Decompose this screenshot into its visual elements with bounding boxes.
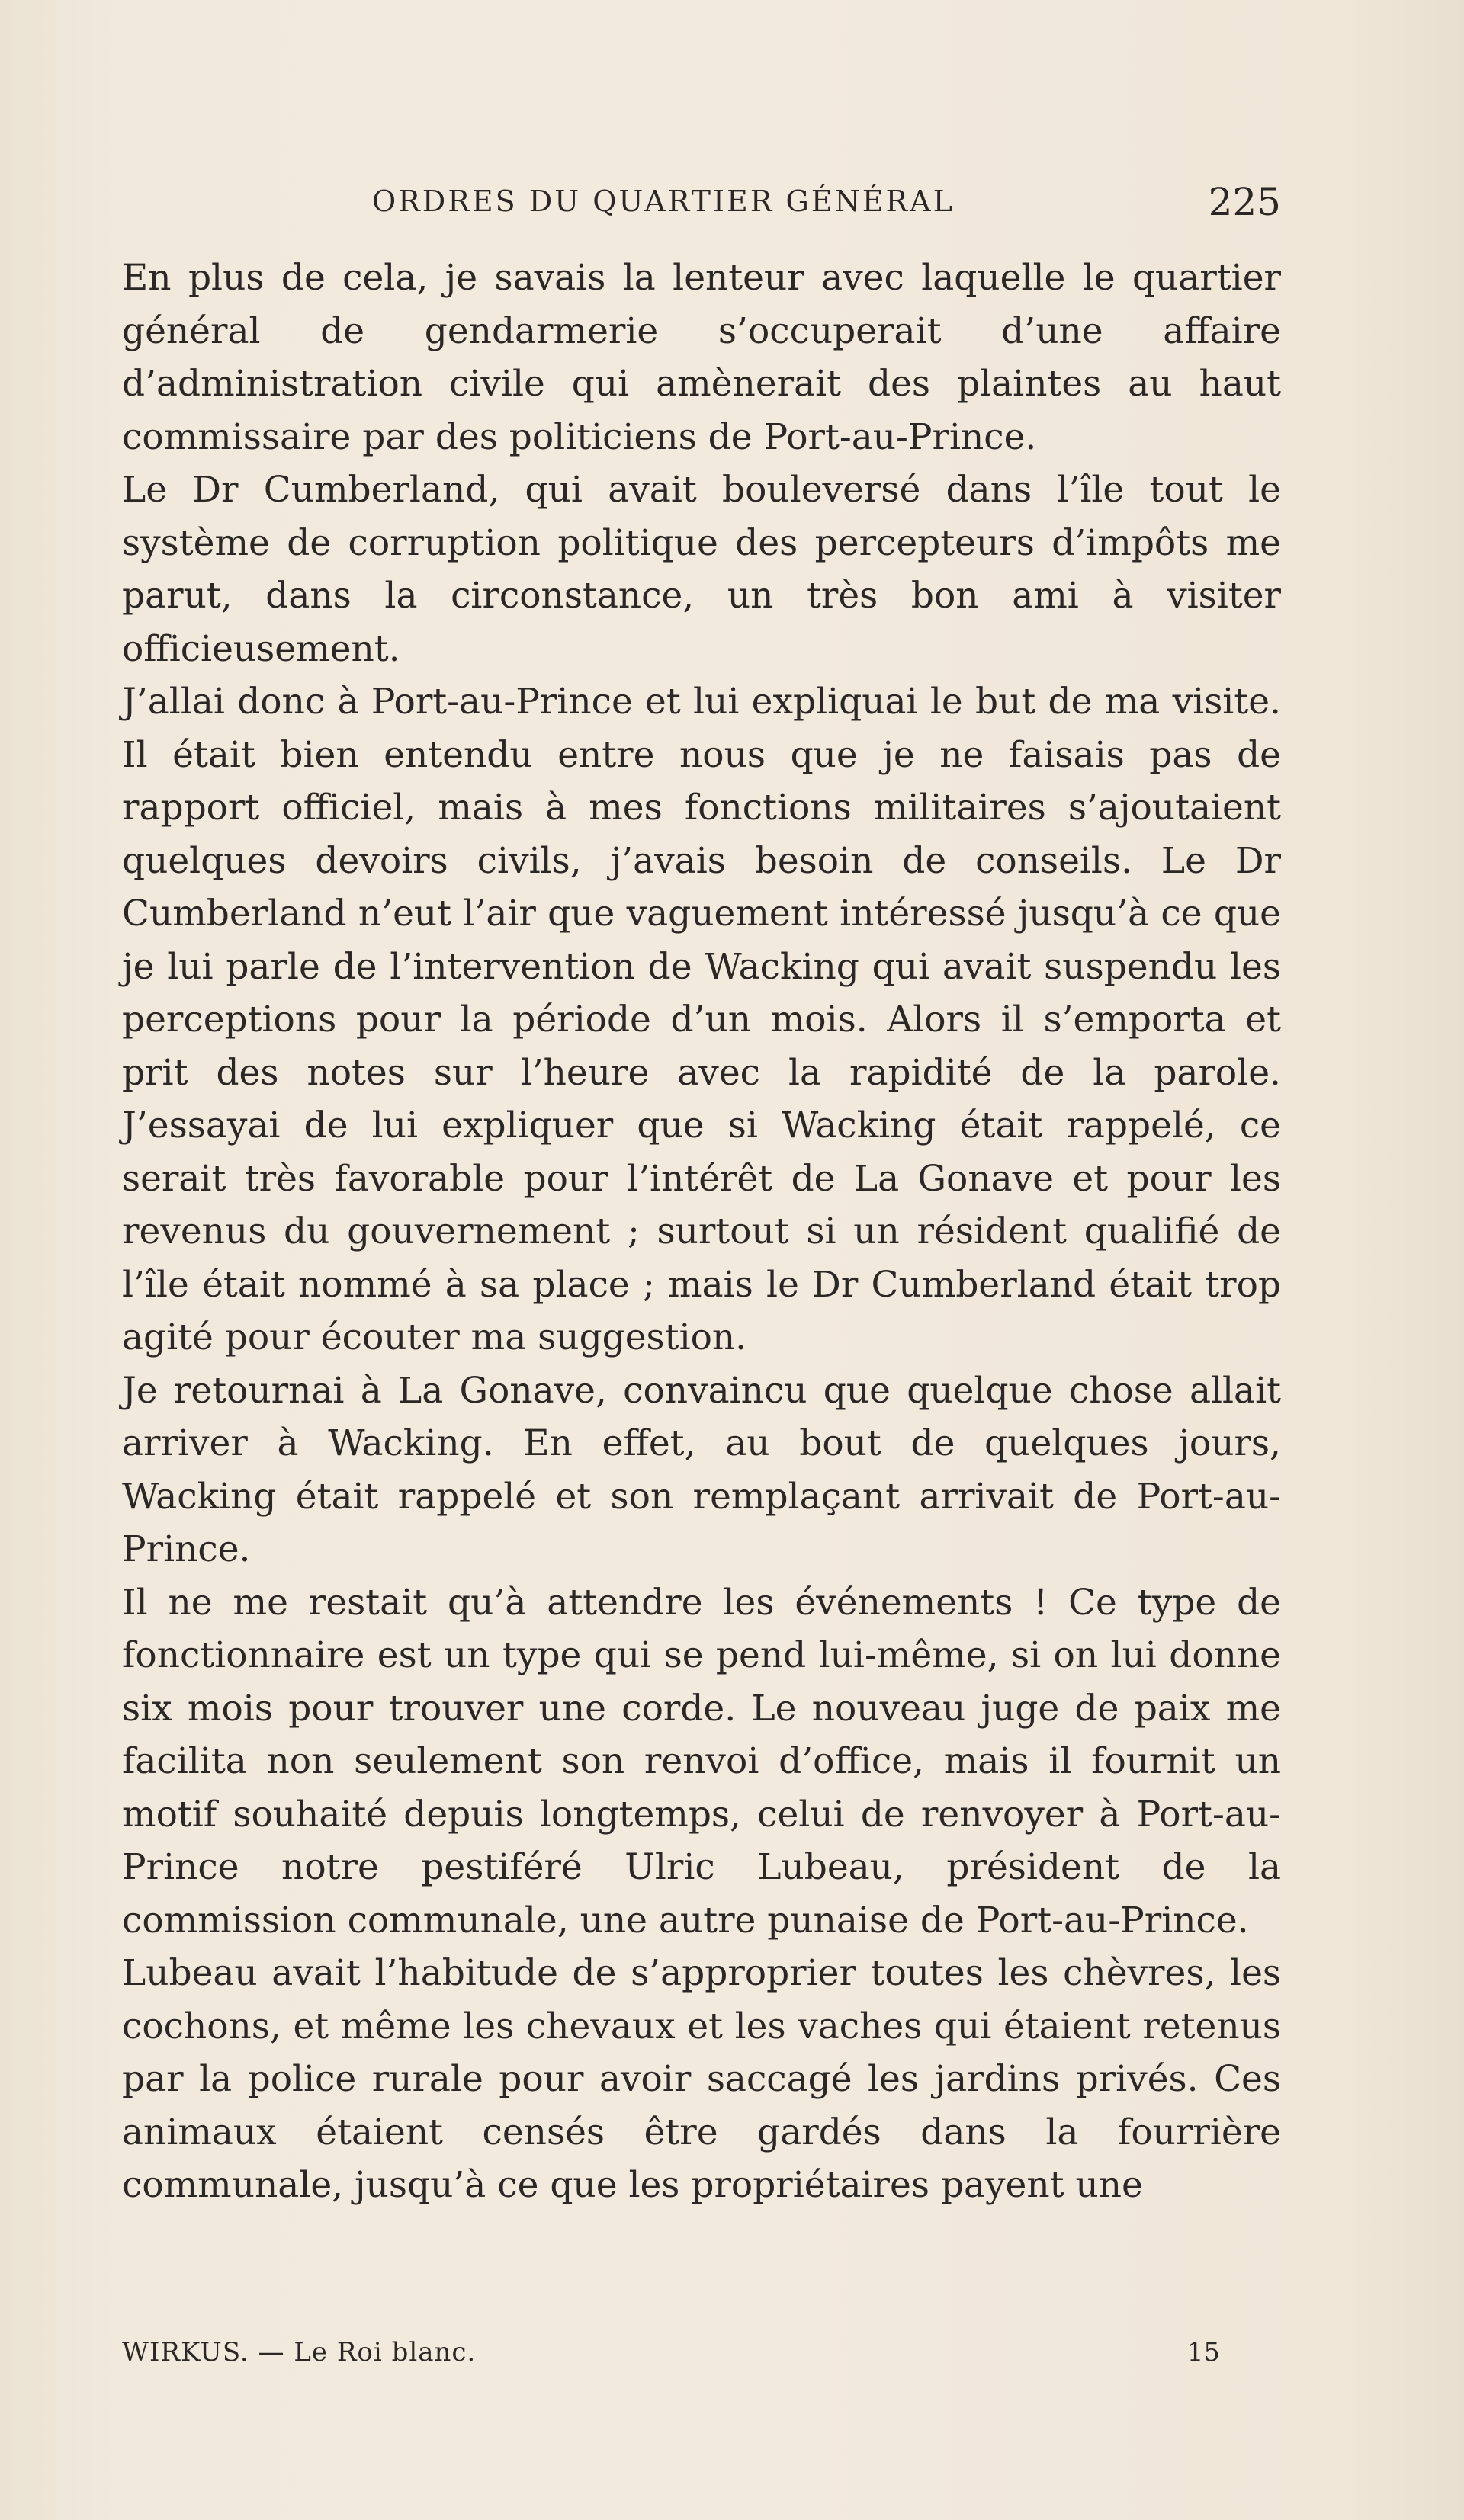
running-head (372, 180, 1281, 230)
footer-signature: WIRKUS. — Le Roi blanc. (122, 2337, 477, 2368)
paragraph: En plus de cela, je savais la lenteur avec laquelle le quartier général de gendarmerie s’occuperait d’une affaire d’administration civile qui amènerait des plaintes au haut commissaire par des politiciens de Port-au-Prince. (122, 257, 1281, 458)
body-text (122, 252, 1281, 2212)
paragraph: Lubeau avait l’habitude de s’approprier toutes les chèvres, les cochons, et même les chevaux et les vaches qui étaient retenus par la police rurale pour avoir saccagé les jardins privés. Ces animaux étaient censés être gardés dans la fourrière communale, jusqu’à ce que les propriétaires payent une (122, 1952, 1281, 2206)
running-head-title: ORDRES DU QUARTIER GÉNÉRAL (372, 184, 955, 218)
paragraph: Il ne me restait qu’à attendre les événements ! Ce type de fonctionnaire est un type qui se pend lui-même, si on lui donne six mois pour trouver une corde. Le nouveau juge de paix me facilita non seulement son renvoi d’office, mais il fournit un motif souhaité depuis longtemps, celui de renvoyer à Port-au-Prince notre pestiféré Ulric Lubeau, président de la commission communale, une autre punaise de Port-au-Prince. (122, 1581, 1281, 1941)
paragraph: Le Dr Cumberland, qui avait bouleversé dans l’île tout le système de corruption politique des percepteurs d’impôts me parut, dans la circonstance, un très bon ami à visiter officieusement. (122, 469, 1281, 670)
paragraph: Je retournai à La Gonave, convaincu que quelque chose allait arriver à Wacking. En effet, au bout de quelques jours, Wacking était rappelé et son remplaçant arrivait de Port-au-Prince. (122, 1369, 1281, 1570)
page-footer (122, 2337, 1220, 2375)
footer-sheet-number: 15 (1186, 2337, 1220, 2368)
page-number: 225 (1208, 180, 1281, 224)
paragraph: J’allai donc à Port-au-Prince et lui expliquai le but de ma visite. Il était bien entendu entre nous que je ne faisais pas de rapport officiel, mais à mes fonctions militaires s’ajoutaient quelques devoirs civils, j’avais besoin de conseils. Le Dr Cumberland n’eut l’air que vaguement intéressé jusqu’à ce que je lui parle de l’intervention de Wacking qui avait suspendu les perceptions pour la période d’un mois. Alors il s’emporta et prit des notes sur l’heure avec la rapidité de la parole. J’essayai de lui expliquer que si Wacking était rappelé, ce serait très favorable pour l’intérêt de La Gonave et pour les revenus du gouvernement ; surtout si un résident qualifié de l’île était nommé à sa place ; mais le Dr Cumberland était trop agité pour écouter ma suggestion. (122, 681, 1281, 1358)
